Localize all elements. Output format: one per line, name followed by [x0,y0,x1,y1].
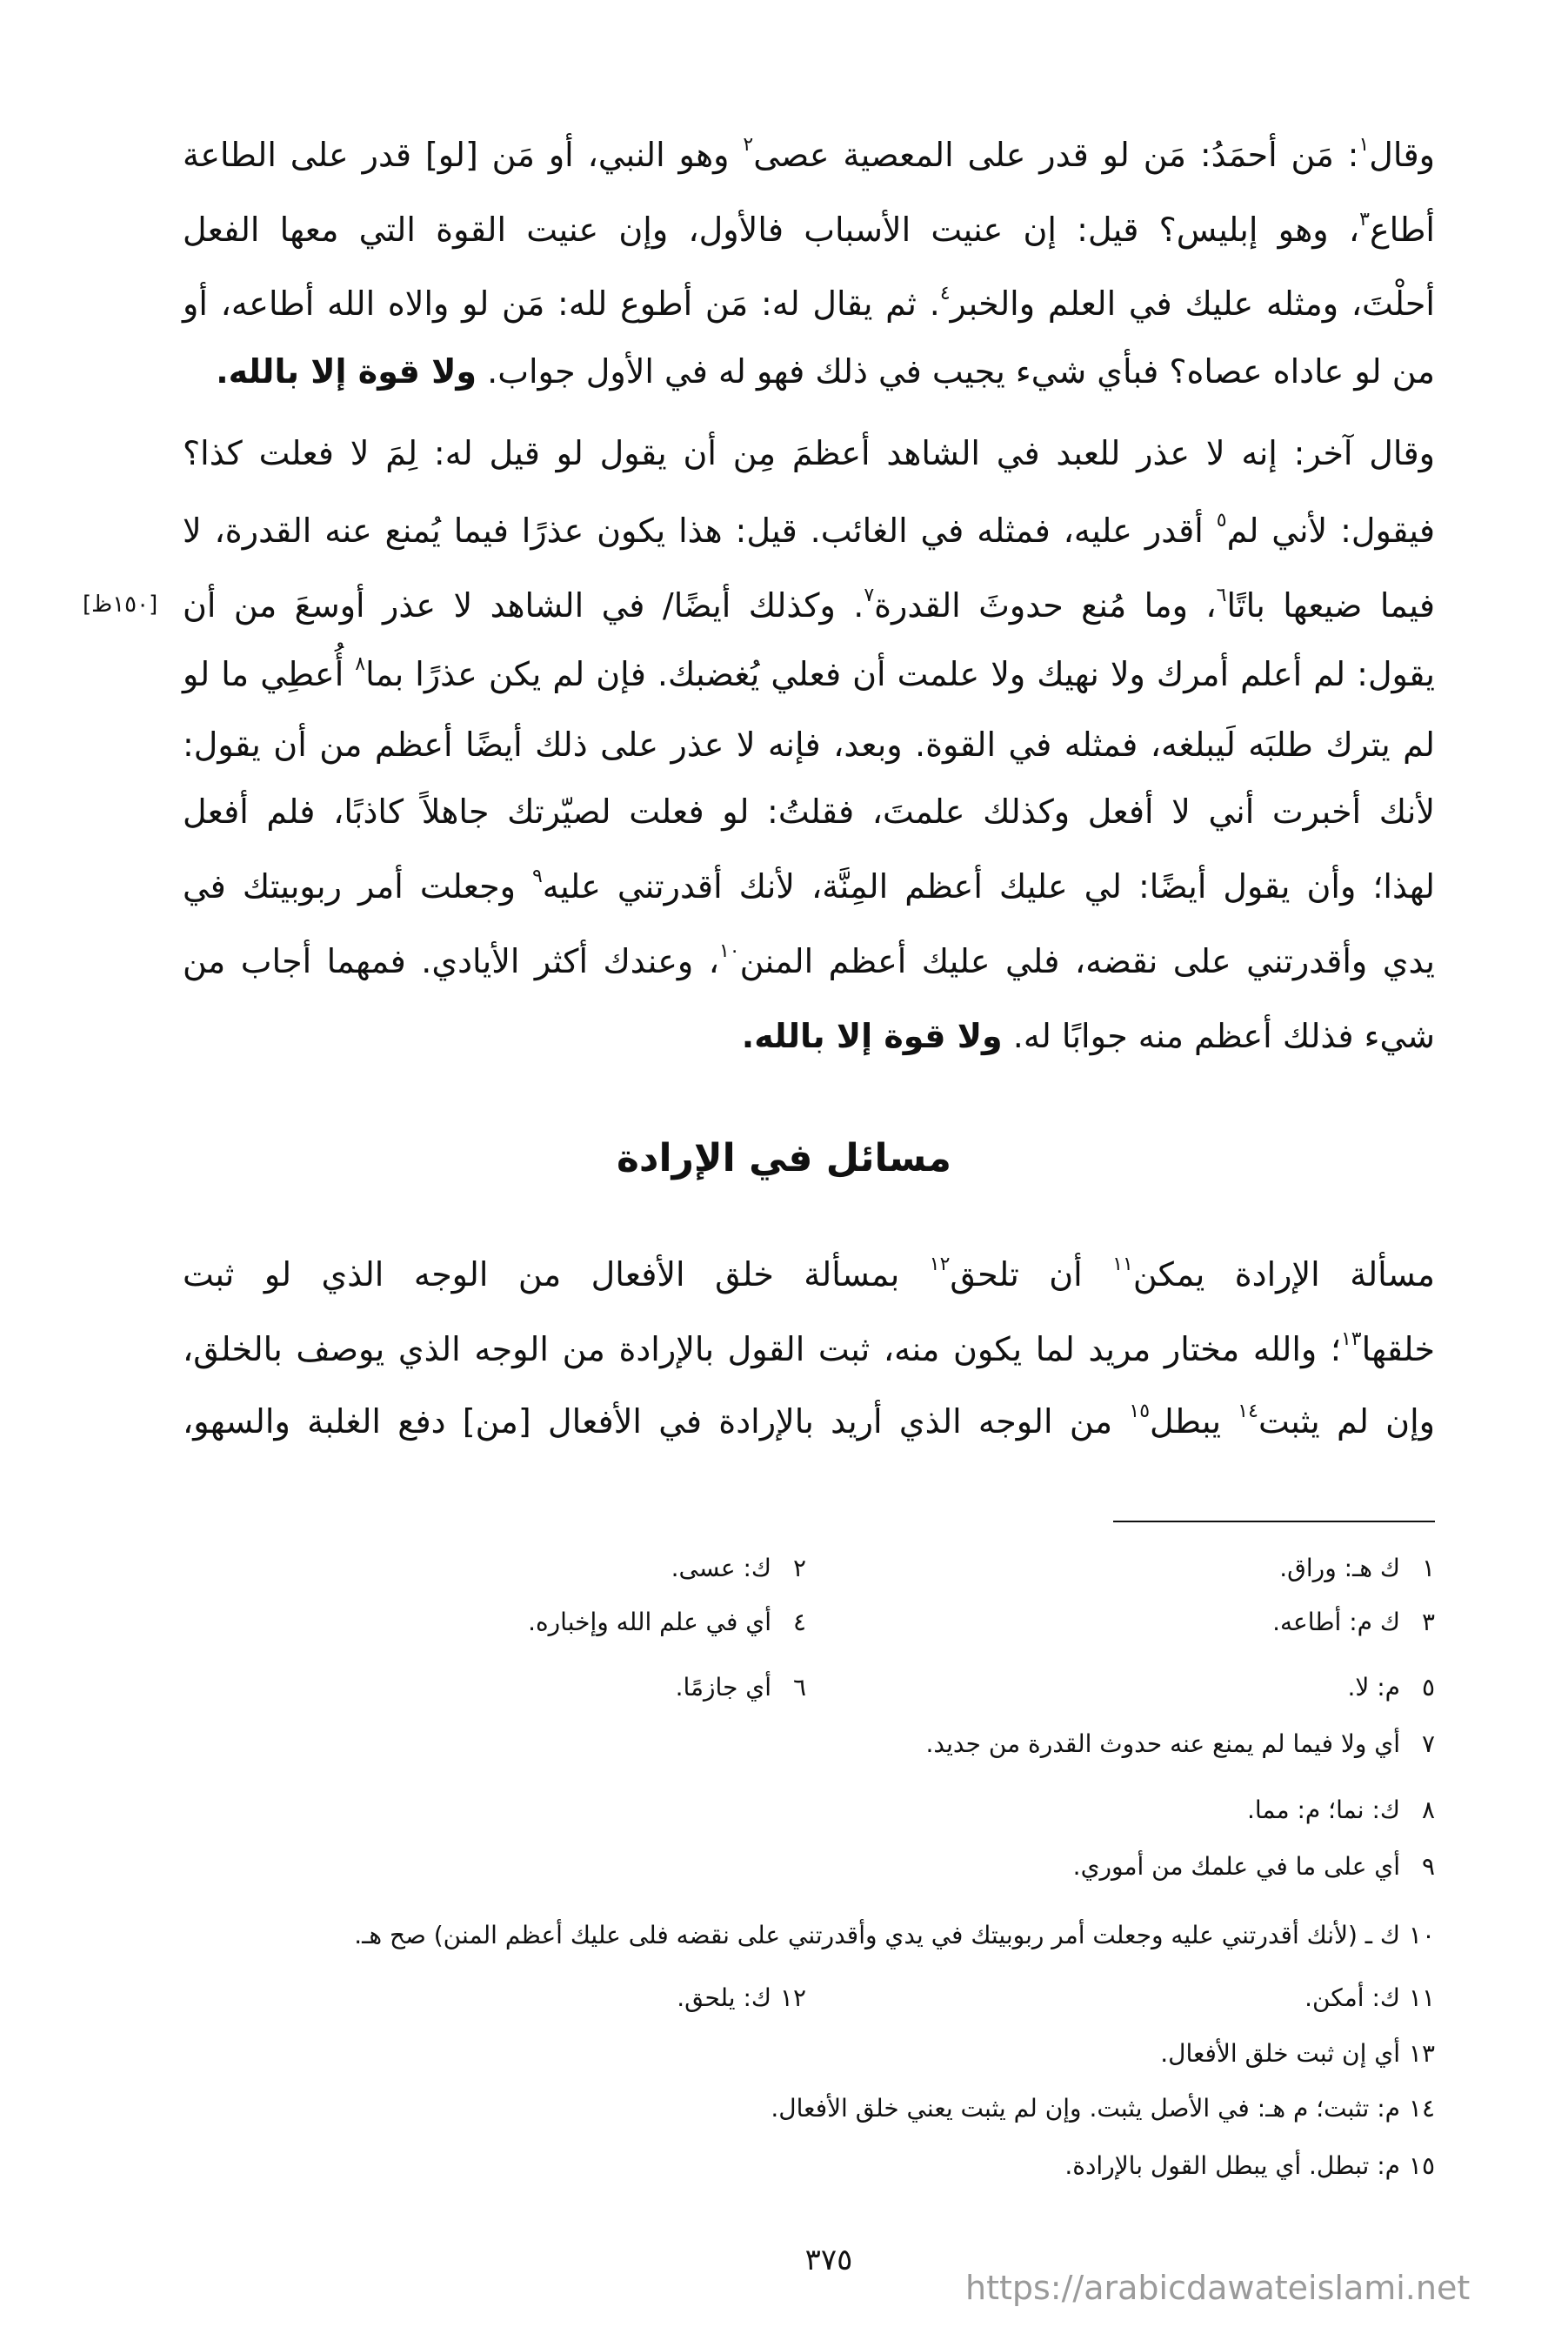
footnote-reference: ١٥ [1129,1401,1151,1422]
text-segment: أُعطِي ما لو [183,655,356,693]
footnote [926,1725,1435,1763]
footnote-text: أي ولا فيما لم يمنع عنه حدوث القدرة من جديد. [925,1729,1400,1758]
footnote-reference: ١ [1358,134,1370,156]
footnote-reference: ٤ [939,283,951,304]
text-line [183,1248,1435,1301]
text-segment: من الوجه الذي أريد بالإرادة في الأفعال [من] دفع الغلبة والسهو، [183,1402,1130,1441]
text-segment: : مَن أحمَدُ: مَن لو قدر على المعصية عصى [753,136,1359,174]
footnote-number: ١٠ [1408,1921,1435,1949]
text-line [183,786,1435,838]
footnote [671,1549,806,1588]
footnote-text: م: تثبت؛ م هـ: في الأصل يثبت. وإن لم يثبت يعني خلق الأفعال. [771,2094,1400,2123]
footnote-text: ك ـ (لأنك أقدرتني عليه وجعلت أمر ربوبيتك في يدي وأقدرتني على نقضه فلى عليك أعظم المنن) صح هـ. [354,1921,1400,1949]
text-segment: بمسألة خلق الأفعال من الوجه الذي لو ثبت [183,1255,930,1294]
text-line [183,278,1435,330]
footnote-reference: ٨ [355,653,366,675]
footnote [1272,1603,1435,1642]
footnote-reference: ٥ [1216,510,1227,532]
text-line [183,1010,1435,1062]
text-segment: شيء فذلك أعظم منه جوابًا له. [1002,1017,1435,1055]
footnote [1064,2147,1435,2185]
footnote-number: ٩ [1421,1852,1435,1881]
text-line [183,719,1435,771]
text-line [183,579,1435,632]
footnote-number: ٢ [792,1554,806,1582]
footnote [1160,2035,1435,2073]
text-segment: ؛ والله مختار مريد لما يكون منه، ثبت القول بالإرادة من الوجه الذي يوصف بالخلق، [183,1330,1341,1368]
footnote-reference: ١٢ [929,1254,951,1275]
footnote [1304,1979,1435,2017]
footnote-number: ٣ [1421,1608,1435,1636]
text-line [183,860,1435,913]
footnote-number: ٧ [1421,1729,1435,1758]
text-segment: أحلْتَ، ومثله عليك في العلم والخبر [950,284,1435,323]
footnote-text: ك: أمكن. [1304,1983,1400,2012]
section-heading: مسائل في الإرادة [616,1136,952,1180]
watermark-url: https://arabicdawateislami.net [965,2269,1471,2307]
text-segment: وقال آخر: إنه لا عذر للعبد في الشاهد أعظمَ مِن أن يقول لو قيل له: لِمَ لا فعلت كذا؟ [183,434,1435,472]
text-line [183,204,1435,256]
footnote-number: ١٣ [1408,2039,1435,2068]
text-line [183,129,1435,181]
footnote-number: ٦ [792,1673,806,1702]
footnote-reference: ٢ [743,134,754,156]
text-line [183,1395,1435,1448]
text-line [183,935,1435,987]
text-segment: لهذا؛ وأن يقول أيضًا: لي عليك أعظم المِنَّة، لأنك أقدرتني عليه [542,867,1435,906]
text-segment: مسألة الإرادة يمكن [1132,1255,1436,1294]
text-line [183,505,1435,557]
text-segment: يقول: لم أعلم أمرك ولا نهيك ولا علمت أن فعلي يُغضبك. فإن لم يكن عذرًا بما [365,655,1435,693]
footnote-number: ١٥ [1408,2151,1435,2180]
bold-phrase: ولا قوة إلا بالله. [216,352,477,391]
text-segment: وقال [1369,136,1435,174]
text-segment: وإن لم يثبت [1258,1402,1435,1441]
footnote-number: ١ [1421,1554,1435,1582]
footnote-reference: ١١ [1112,1254,1133,1275]
footnote-text: م: لا. [1347,1673,1400,1702]
footnote-divider [1113,1521,1435,1522]
footnote [677,1979,806,2017]
footnote-number: ١١ [1408,1983,1435,2012]
text-segment: من لو عاداه عصاه؟ فبأي شيء يجيب في ذلك فهو له في الأول جواب. [477,352,1435,391]
footnote-text: م: تبطل. أي يبطل القول بالإرادة. [1064,2151,1400,2180]
text-segment: . وكذلك أيضًا/ في الشاهد لا عذر أوسعَ من أن [183,586,864,625]
bold-phrase: ولا قوة إلا بالله. [741,1017,1003,1055]
footnote-text: ك: يلحق. [677,1983,771,2012]
text-segment: أطاع [1369,211,1435,249]
footnote-number: ١٤ [1408,2094,1435,2123]
footnote-reference: ١٤ [1238,1401,1258,1422]
text-segment: ، وما مُنع حدوثَ القدرة [874,586,1217,625]
manuscript-folio-marker: [١٥٠ظ] [83,592,158,618]
footnote [1247,1791,1435,1829]
text-segment: وهو النبي، أو مَن [لو] قدر على الطاعة [183,136,744,174]
footnote [1347,1668,1435,1707]
text-line [183,648,1435,700]
text-segment: أن تلحق [950,1255,1113,1294]
text-segment: ، وهو إبليس؟ قيل: إن عنيت الأسباب فالأول، وإن عنيت القوة التي معها الفعل [183,211,1360,249]
text-line [183,345,1435,398]
footnote-text: ك: نما؛ م: مما. [1246,1795,1400,1824]
footnote-reference: ٣ [1359,209,1370,231]
footnote-number: ٨ [1421,1795,1435,1824]
footnote-text: ك هـ: وراق. [1279,1554,1400,1582]
footnote-text: ك م: أطاعه. [1272,1608,1400,1636]
text-segment: خلقها [1361,1330,1435,1368]
text-segment: فيما ضيعها باتًا [1226,586,1435,625]
footnote [771,2090,1435,2128]
text-line [183,1323,1435,1375]
footnote [676,1668,806,1707]
text-segment: يدي وأقدرتني على نقضه، فلي عليك أعظم المنن [739,942,1435,980]
text-segment: لأنك أخبرت أني لا أفعل وكذلك علمتَ، فقلتُ: لو فعلت لصيّرتك جاهلاً كاذبًا، فلم أفعل [183,792,1435,831]
footnote [354,1916,1435,1955]
text-segment: . ثم يقال له: مَن أطوع لله: مَن لو والاه الله أطاعه، أو [183,284,940,323]
footnote [528,1603,806,1642]
footnote-text: ك: عسى. [671,1554,771,1582]
text-segment: يبطل [1150,1402,1238,1441]
text-segment: ، وعندك أكثر الأيادي. فمهما أجاب من [183,942,719,980]
footnote-number: ١٢ [779,1983,806,2012]
text-line [183,427,1435,479]
text-segment: لم يترك طلبَه لَيبلغه، فمثله في القوة. وبعد، فإنه لا عذر على ذلك أيضًا أعظم من أن يقول: [183,726,1435,764]
footnote-number: ٥ [1421,1673,1435,1702]
footnote-text: أي في علم الله وإخباره. [528,1608,771,1636]
text-segment: فيقول: لأني لم [1226,512,1435,550]
footnote [1073,1848,1435,1886]
footnote [1279,1549,1435,1588]
footnote-reference: ١٣ [1340,1328,1362,1350]
footnote-reference: ٩ [531,866,543,887]
footnote-reference: ٦ [1216,585,1227,606]
footnote-text: أي جازمًا. [675,1673,771,1702]
footnote-number: ٤ [792,1608,806,1636]
footnote-text: أي إن ثبت خلق الأفعال. [1160,2039,1400,2068]
page-number: ٣٧٥ [804,2243,853,2277]
footnote-reference: ٧ [864,585,875,606]
text-segment: أقدر عليه، فمثله في الغائب. قيل: هذا يكون عذرًا فيما يُمنع عنه القدرة، لا [183,512,1217,550]
footnote-text: أي على ما في علمك من أموري. [1072,1852,1400,1881]
footnote-reference: ١٠ [718,940,740,962]
text-segment: وجعلت أمر ربوبيتك في [183,867,532,906]
